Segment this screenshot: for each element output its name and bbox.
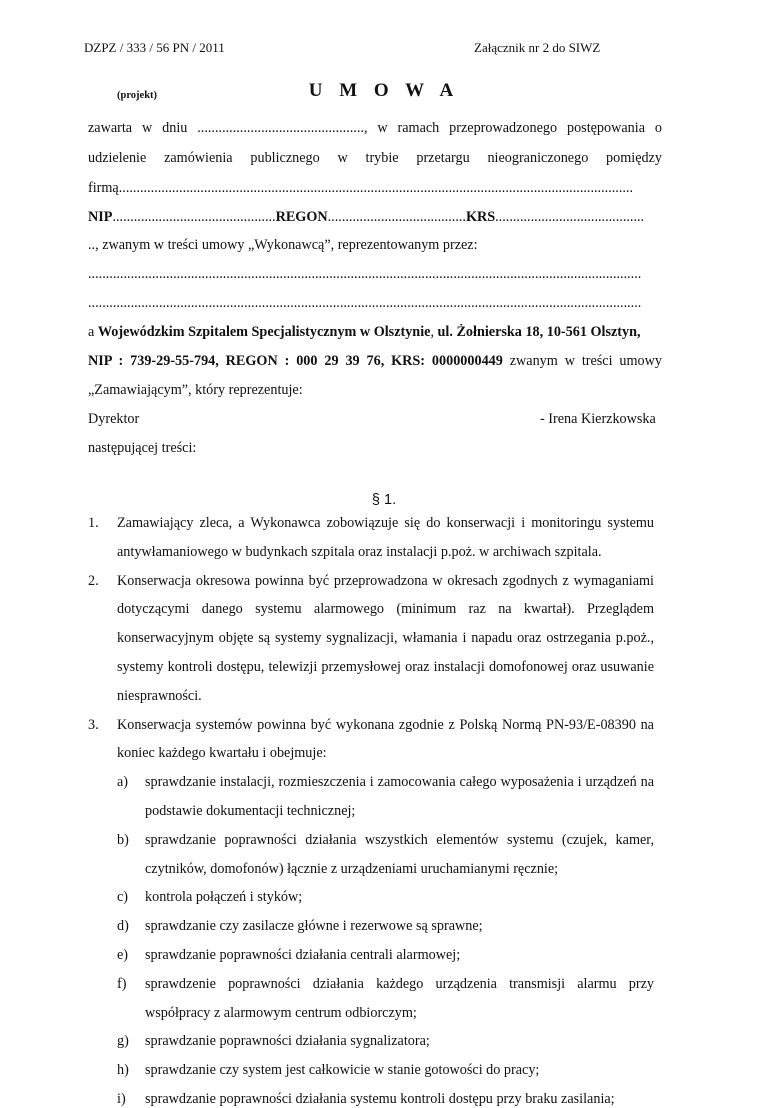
- contractor-ids-line: [88, 209, 662, 226]
- intro-line-2: udzielenie zamówienia publicznego w trybie przetargu nieograniczonego pomiędzy: [88, 150, 662, 166]
- draft-label: (projekt): [117, 90, 158, 101]
- list-item-text: konserwacyjnym objęte są systemy sygnalizacji, włamania i napadu oraz ostrzegania p.poż.,: [117, 630, 654, 647]
- blank-line-2: ............................................................................................................................................................: [88, 295, 642, 311]
- document-reference: DZPZ / 333 / 56 PN / 2011: [84, 40, 225, 55]
- list-item-text: dotyczącymi danego systemu alarmowego (minimum raz na kwartał). Przeglądem: [117, 601, 654, 618]
- list-item-text: antywłamaniowego w budynkach szpitala oraz instalacji p.poż. w archiwach szpitala.: [117, 543, 602, 560]
- sublist-item-text: sprawdzanie poprawności działania sygnalizatora;: [145, 1033, 430, 1050]
- sublist-item-letter: f): [117, 975, 127, 992]
- sublist-item-text: sprawdzenie poprawności działania każdego urządzenia transmisji alarmu przy: [145, 975, 654, 992]
- sublist-item-letter: c): [117, 889, 129, 906]
- content-intro-line: następującej treści:: [88, 440, 197, 456]
- sublist-item-text: podstawie dokumentacji technicznej;: [145, 803, 356, 819]
- list-item-number: 2.: [88, 572, 99, 589]
- client-line-1: a Wojewódzkim Szpitalem Specjalistycznym w Olsztynie, ul. Żołnierska 18, 10-561 Olsztyn,: [88, 324, 641, 340]
- representative-role: Dyrektor: [88, 411, 140, 427]
- nip-blank: ..............................................: [112, 209, 276, 225]
- blank-line-1: ............................................................................................................................................................: [88, 266, 642, 282]
- sublist-item-text: czytników, domofonów) łącznie z urządzeniami uruchamianymi ręcznie;: [145, 860, 559, 877]
- list-item-number: 3.: [88, 716, 99, 733]
- sublist-item-letter: i): [117, 1091, 126, 1107]
- list-item-number: 1.: [88, 515, 99, 531]
- regon-blank: .......................................: [327, 209, 466, 225]
- intro-line-1: zawarta w dniu ..............................................., w ramach przeprowadzonego postępowania o: [88, 120, 662, 136]
- sublist-item-text: kontrola połączeń i styków;: [145, 889, 303, 906]
- list-item-text: systemy kontroli dostępu, telewizji przemysłowej oraz instalacji domofonowej oraz usuwanie: [117, 659, 654, 675]
- representative-name: - Irena Kierzkowska: [540, 411, 656, 427]
- client-ids: NIP : 739-29-55-794, REGON : 000 29 39 76, KRS: 0000000449: [88, 353, 503, 369]
- sublist-item-letter: a): [117, 774, 129, 791]
- sublist-item-text: sprawdzanie poprawności działania centrali alarmowej;: [145, 947, 461, 963]
- krs-blank: ..........................................: [495, 209, 645, 225]
- sublist-item-text: sprawdzanie czy system jest całkowicie w stanie gotowości do pracy;: [145, 1062, 540, 1079]
- section-1-heading: § 1.: [371, 492, 397, 508]
- list-item-text: koniec każdego kwartału i obejmuje:: [117, 745, 327, 762]
- client-address: ul. Żołnierska 18, 10-561 Olsztyn,: [437, 324, 641, 340]
- sublist-item-text: sprawdzanie poprawności działania systemu kontroli dostępu przy braku zasilania;: [145, 1091, 615, 1107]
- client-representation-line: „Zamawiającym”, który reprezentuje:: [88, 382, 303, 398]
- list-item-text: Zamawiający zleca, a Wykonawca zobowiązuje się do konserwacji i monitoringu systemu: [117, 515, 654, 531]
- sublist-item-text: sprawdzanie czy zasilacze główne i rezerwowe są sprawne;: [145, 918, 483, 935]
- sublist-item-text: współpracy z alarmowym centrum odbiorczym;: [145, 1004, 417, 1021]
- client-name: Wojewódzkim Szpitalem Specjalistycznym w Olsztynie: [97, 324, 431, 340]
- attachment-label: Załącznik nr 2 do SIWZ: [474, 40, 601, 55]
- contractor-representation-line: .., zwanym w treści umowy „Wykonawcą”, reprezentowanym przez:: [88, 237, 478, 253]
- sublist-item-letter: g): [117, 1033, 129, 1050]
- regon-label: REGON: [275, 209, 328, 225]
- list-item-text: niesprawności.: [117, 687, 202, 704]
- contractor-name-line: firmą.................................................................................................................................................: [88, 180, 634, 196]
- list-item-text: Konserwacja okresowa powinna być przeprowadzona w okresach zgodnych z wymaganiami: [117, 572, 654, 589]
- nip-label: NIP: [88, 209, 113, 225]
- document-title: U M O W A: [308, 80, 460, 101]
- sublist-item-text: sprawdzanie poprawności działania wszystkich elementów systemu (czujek, kamer,: [145, 831, 654, 848]
- sublist-item-letter: b): [117, 831, 129, 848]
- krs-label: KRS: [465, 209, 496, 225]
- sublist-item-text: sprawdzanie instalacji, rozmieszczenia i zamocowania całego wyposażenia i urządzeń na: [145, 774, 654, 791]
- client-ids-line: NIP : 739-29-55-794, REGON : 000 29 39 76, KRS: 0000000449 zwanym w treści umowy: [88, 353, 662, 369]
- sublist-item-letter: e): [117, 947, 129, 963]
- sublist-item-letter: d): [117, 918, 129, 935]
- sublist-item-letter: h): [117, 1062, 129, 1079]
- list-item-text: Konserwacja systemów powinna być wykonana zgodnie z Polską Normą PN-93/E-08390 na: [117, 716, 654, 733]
